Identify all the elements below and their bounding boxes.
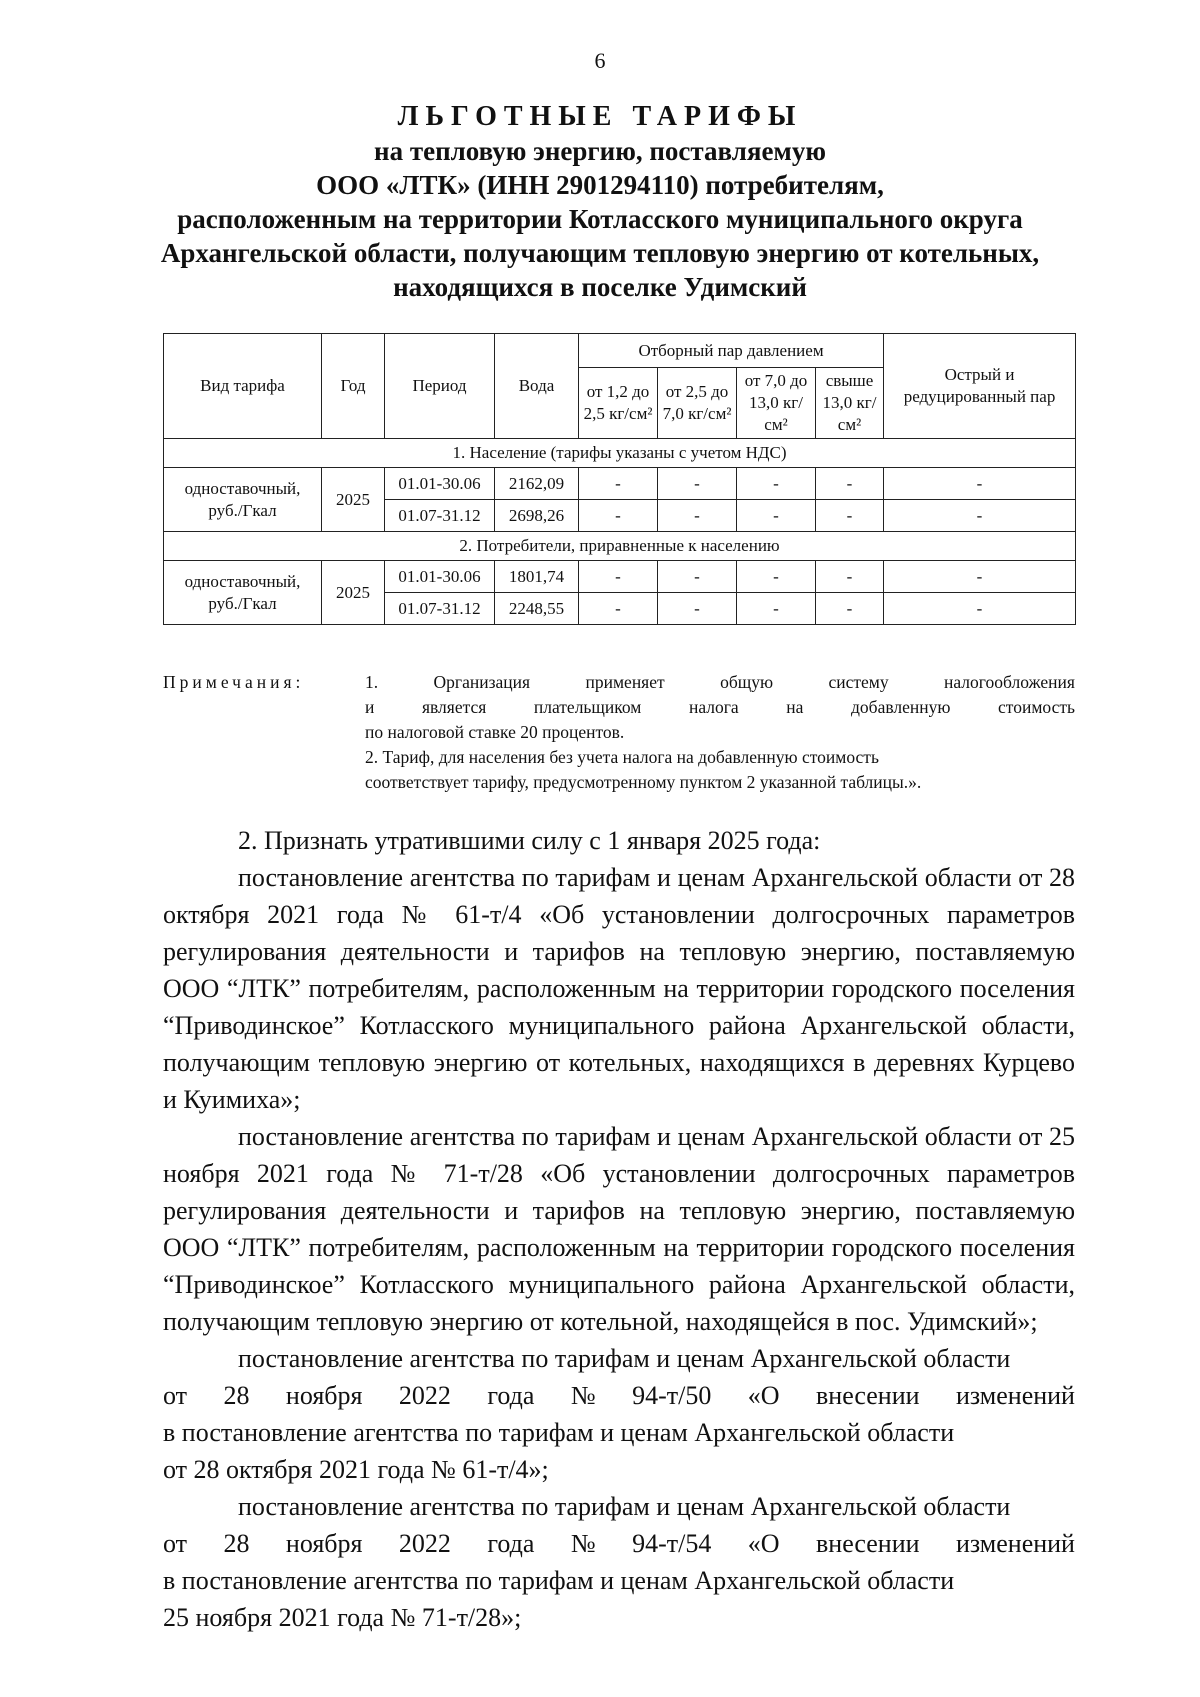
steam-2-value: - [658, 561, 737, 593]
repealed-act-2: постановление агентства по тарифам и ценам Архангельской области от 25 ноября 2021 года № 71-т/28 «Об установлении долгосрочных параметров регулирования деятельности и тарифов на тепловую энергию, поставляемую ООО “ЛТК” потребителям, расположенным на территории городского поселения “Приводинское” Котласского муниципального района Архангельской области, получающим тепловую энергию от котельной, находящейся в пос. Удимский»; [163, 1122, 1075, 1336]
tariff-year: 2025 [322, 468, 385, 532]
steam-1-value: - [579, 468, 658, 500]
title-line-3: ООО «ЛТК» (ИНН 2901294110) потребителям, [316, 170, 884, 200]
title-line-1: ЛЬГОТНЫЕ ТАРИФЫ [397, 101, 803, 132]
ostry-value: - [884, 468, 1076, 500]
steam-2-value: - [658, 593, 737, 625]
ostry-value: - [884, 500, 1076, 532]
steam-3-value: - [737, 500, 816, 532]
tariff-year: 2025 [322, 561, 385, 625]
note-1-line-3: по налоговой ставке 20 процентов. [365, 722, 625, 742]
notes-body [365, 670, 1075, 795]
paragraph-line: от 28 октября 2021 года № 61-т/4»; [163, 1455, 549, 1484]
repealed-act-1: постановление агентства по тарифам и ценам Архангельской области от 28 октября 2021 года № 61-т/4 «Об установлении долгосрочных параметров регулирования деятельности и тарифов на тепловую энергию, поставляемую ООО “ЛТК” потребителям, расположенным на территории городского поселения “Приводинское” Котласского муниципального района Архангельской области, получающим тепловую энергию от котельных, находящихся в деревнях Курцево и Куимиха»; [163, 863, 1075, 1114]
paragraph-line: 25 ноября 2021 года № 71-т/28»; [163, 1603, 522, 1632]
paragraph-line: в постановление агентства по тарифам и ценам Архангельской области [163, 1418, 955, 1447]
note-1-line-2: и является плательщиком налога на добавленную стоимость [365, 697, 1075, 717]
water-value: 2698,26 [495, 500, 579, 532]
paragraph-line: от 28 ноября 2022 года № 94-т/50 «О внесении изменений [163, 1381, 1075, 1410]
period-cell: 01.01-30.06 [385, 468, 495, 500]
tariff-type: одноставочный, руб./Гкал [164, 561, 322, 625]
header-ostry: Острый и редуцированный пар [884, 334, 1076, 439]
header-steam-3: от 7,0 до 13,0 кг/см² [737, 368, 816, 439]
header-steam-2: от 2,5 до 7,0 кг/см² [658, 368, 737, 439]
steam-1-value: - [579, 500, 658, 532]
steam-1-value: - [579, 561, 658, 593]
header-period: Период [385, 334, 495, 439]
title-line-2: на тепловую энергию, поставляемую [374, 136, 826, 166]
steam-3-value: - [737, 561, 816, 593]
clause-2-heading: 2. Признать утратившими силу с 1 января 2025 года: [238, 826, 821, 855]
steam-2-value: - [658, 500, 737, 532]
steam-4-value: - [816, 500, 884, 532]
steam-4-value: - [816, 468, 884, 500]
header-steam-4: свыше 13,0 кг/см² [816, 368, 884, 439]
period-cell: 01.01-30.06 [385, 561, 495, 593]
notes-label: Примечания: [163, 672, 305, 692]
steam-4-value: - [816, 593, 884, 625]
tariff-table [163, 333, 1076, 625]
repealed-act-3 [163, 1340, 1075, 1488]
repealed-act-4 [163, 1488, 1075, 1636]
water-value: 2162,09 [495, 468, 579, 500]
document-title [160, 100, 1040, 304]
title-line-6: находящихся в поселке Удимский [393, 272, 807, 302]
header-god: Год [322, 334, 385, 439]
header-vid: Вид тарифа [164, 334, 322, 439]
paragraph-line: постановление агентства по тарифам и ценам Архангельской области [238, 1492, 1011, 1521]
steam-3-value: - [737, 468, 816, 500]
section-title: 2. Потребители, приравненные к населению [164, 532, 1076, 561]
ostry-value: - [884, 593, 1076, 625]
tariff-type: одноставочный, руб./Гкал [164, 468, 322, 532]
main-text [163, 822, 1075, 1636]
steam-3-value: - [737, 593, 816, 625]
paragraph-line: в постановление агентства по тарифам и ценам Архангельской области [163, 1566, 955, 1595]
page-number: 6 [594, 48, 606, 73]
period-cell: 01.07-31.12 [385, 500, 495, 532]
header-steam-1: от 1,2 до 2,5 кг/см² [579, 368, 658, 439]
header-voda: Вода [495, 334, 579, 439]
water-value: 2248,55 [495, 593, 579, 625]
period-cell: 01.07-31.12 [385, 593, 495, 625]
note-2-line-2: соответствует тарифу, предусмотренному пунктом 2 указанной таблицы.». [365, 772, 922, 792]
note-2-line-1: 2. Тариф, для населения без учета налога на добавленную стоимость [365, 747, 879, 767]
steam-4-value: - [816, 561, 884, 593]
header-steam-group: Отборный пар давлением [579, 334, 884, 368]
water-value: 1801,74 [495, 561, 579, 593]
note-1-line-1: 1. Организация применяет общую систему налогообложения [365, 672, 1075, 692]
ostry-value: - [884, 561, 1076, 593]
paragraph-line: от 28 ноября 2022 года № 94-т/54 «О внесении изменений [163, 1529, 1075, 1558]
section-title: 1. Население (тарифы указаны с учетом НДС) [164, 439, 1076, 468]
steam-2-value: - [658, 468, 737, 500]
title-line-4: расположенным на территории Котласского муниципального округа [177, 204, 1023, 234]
paragraph-line: постановление агентства по тарифам и ценам Архангельской области [238, 1344, 1011, 1373]
steam-1-value: - [579, 593, 658, 625]
title-line-5: Архангельской области, получающим тепловую энергию от котельных, [160, 238, 1040, 268]
